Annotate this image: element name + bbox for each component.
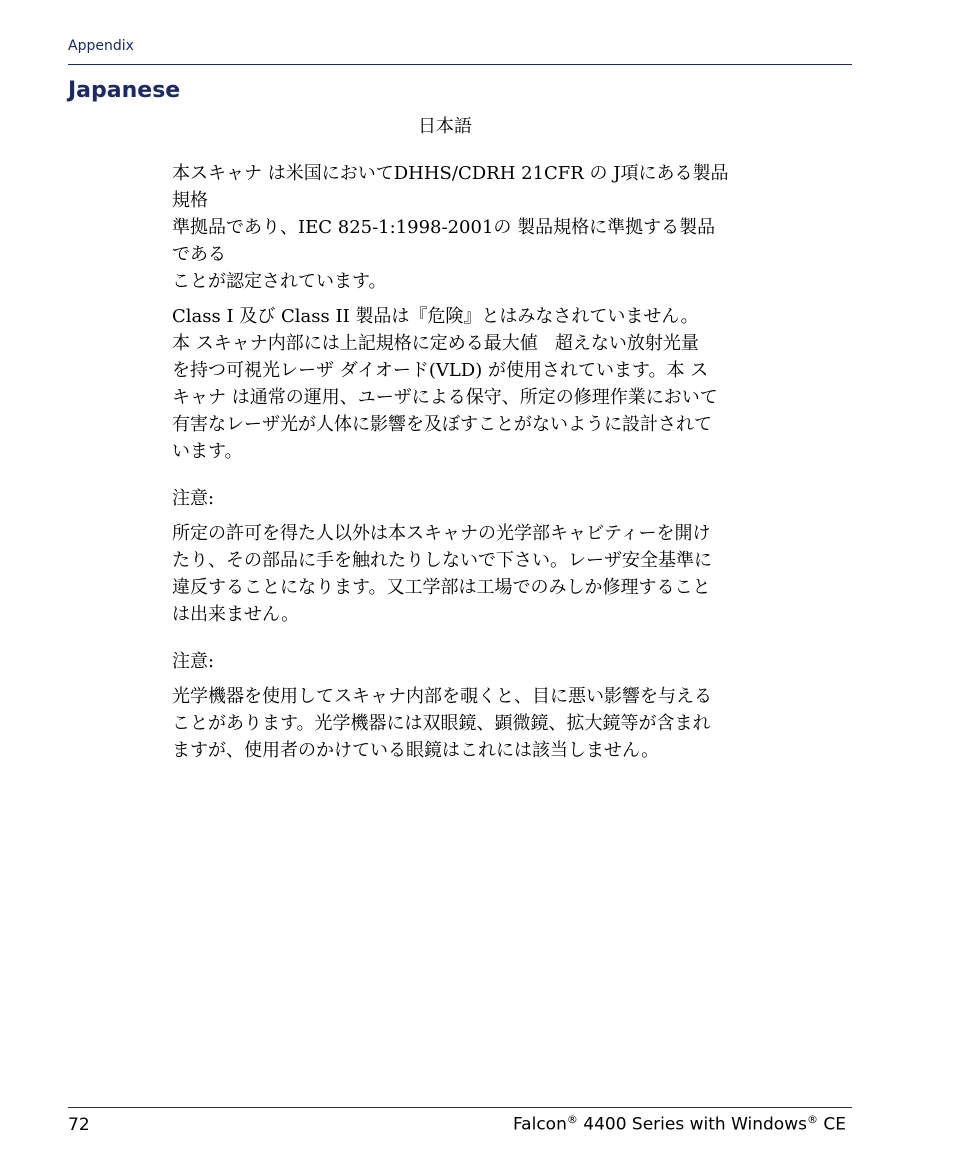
page-subtitle: 日本語 <box>418 116 472 137</box>
page-number: 72 <box>68 1115 90 1135</box>
paragraph-certification: 本スキャナ は米国においてDHHS/CDRH 21CFR の J項にある製品規格 準拠品であり、IEC 825-1:1998-2001の 製品規格に準拠する製品である ことが認定されています。 <box>172 163 729 292</box>
paragraph-laser-class: Class I 及び Class II 製品は『危険』とはみなされていません。 本 スキャナ内部には上記規格に定める最大値 超えない放射光量 を持つ可視光レーザ ダイオード(VLD) が使用されています。本 ス キャナ は通常の運用、ユーザによる保守、所定の修理作業において 有害なレーザ光が人体に影響を及ぼすことがないように設計されて います。 <box>172 306 718 462</box>
section-label: Appendix <box>68 38 134 54</box>
registered-mark: ® <box>806 1113 818 1126</box>
footer-divider <box>68 1107 852 1108</box>
paragraph-caution-1: 所定の許可を得た人以外は本スキャナの光学部キャビティーを開け たり、その部品に手を触れたりしないで下さい。レーザ安全基準に 違反することになります。又工学部は工場でのみしか修理すること は出来ません。 <box>172 523 712 625</box>
registered-mark: ® <box>566 1113 578 1126</box>
page-title: Japanese <box>68 78 181 103</box>
header-divider <box>68 64 852 65</box>
caution-heading-1: 注意: <box>172 488 215 509</box>
caution-heading-2: 注意: <box>172 651 215 672</box>
body-text <box>172 160 732 772</box>
paragraph-caution-2: 光学機器を使用してスキャナ内部を覗くと、目に悪い影響を与える ことがあります。光学機器には双眼鏡、顕微鏡、拡大鏡等が含まれ ますが、使用者のかけている眼鏡はこれには該当しません。 <box>172 686 712 761</box>
footer-product-title: Falcon® 4400 Series with Windows® CE <box>512 1113 846 1135</box>
